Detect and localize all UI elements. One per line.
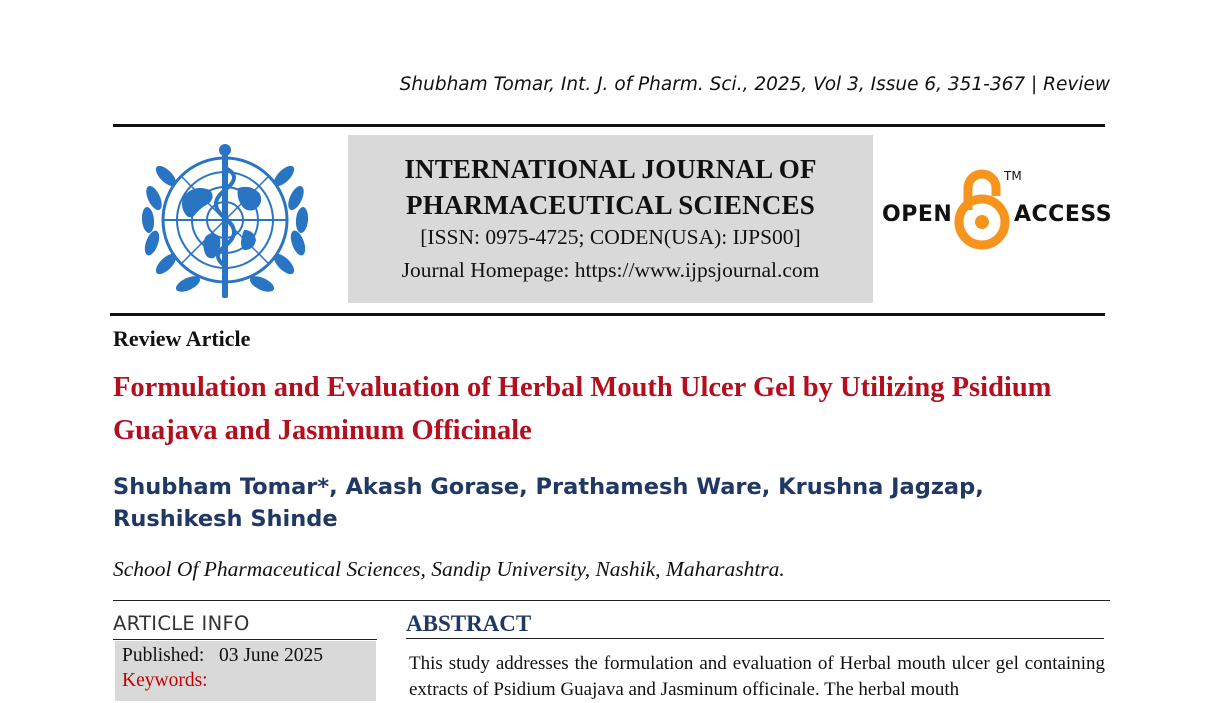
abstract-heading: ABSTRACT [406,611,532,636]
article-info-rule [113,639,377,640]
header-rule-top [113,124,1105,127]
article-info-heading: ARTICLE INFO [113,612,250,635]
journal-emblem-logo [126,138,324,306]
article-affiliation: School Of Pharmaceutical Sciences, Sandip University, Nashik, Maharashtra. [113,557,785,581]
article-authors: Shubham Tomar*, Akash Gorase, Prathamesh Ware, Krushna Jagzap, Rushikesh Shinde [113,474,984,532]
open-access-word-access: ACCESS [1014,202,1113,227]
article-type: Review Article [113,326,251,351]
journal-homepage: Journal Homepage: https://www.ijpsjournal.com [401,258,820,282]
header-rule-bottom [110,313,1105,316]
open-access-word-open: OPEN [882,202,953,227]
journal-banner [348,135,873,303]
keywords-label: Keywords: [122,670,208,691]
open-access-tm: TM [1004,169,1022,183]
article-title: Formulation and Evaluation of Herbal Mouth Ulcer Gel by Utilizing Psidium Guajava and Jasminum Officinale [113,372,1052,446]
open-access-logo [880,166,1113,252]
abstract-rule [406,638,1104,639]
section-divider [113,600,1110,601]
running-citation: Shubham Tomar, Int. J. of Pharm. Sci., 2025, Vol 3, Issue 6, 351-367 | Review [399,74,1110,95]
journal-name-line1: INTERNATIONAL JOURNAL OF [404,154,817,184]
published-date: Published: 03 June 2025 [122,645,323,666]
abstract-text: This study addresses the formulation and evaluation of Herbal mouth ulcer gel containing extracts of Psidium Guajava and Jasminum officinale. The herbal mouth [409,653,1105,700]
journal-name-line2: PHARMACEUTICAL SCIENCES [406,190,815,220]
journal-name [348,151,873,223]
journal-issn: [ISSN: 0975-4725; CODEN(USA): IJPS00] [420,225,801,249]
